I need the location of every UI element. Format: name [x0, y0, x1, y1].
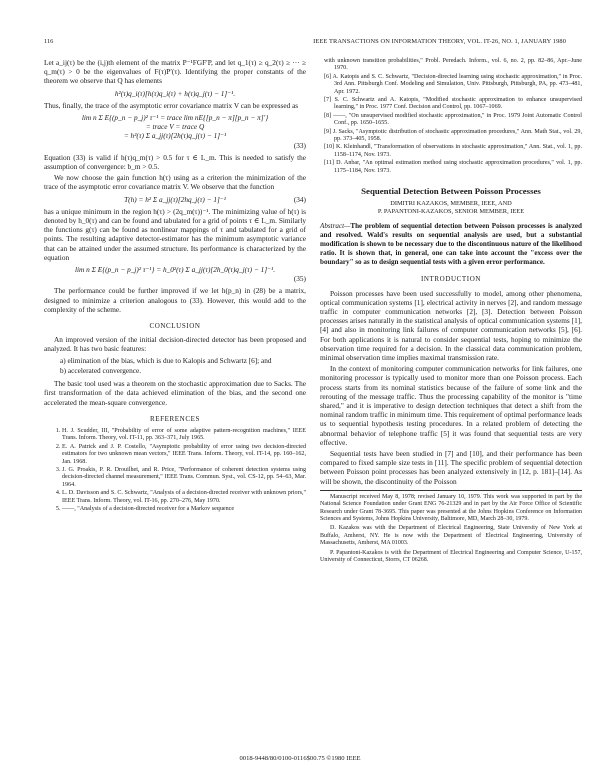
author-line: P. PAPANTONI-KAZAKOS, SENIOR MEMBER, IEEE	[377, 208, 525, 216]
equation-number: (35)	[293, 274, 306, 284]
reference-item: [8] ——, "On unsupervised modified stochastic approximation," in Proc. 1979 Joint Automatic Control Conf., pp. 1650–1655.	[324, 112, 582, 127]
reference-item: [7] S. C. Schwartz and A. Katopis, "Modified stochastic approximation to enhance unsupervised learning," in Proc. 1977 Conf. Decision and Control, pp. 1067–1069.	[324, 97, 582, 111]
reference-item: [11] D. Anbar, "An optimal estimation method using stochastic approximation procedures," vol. 1, pp. 1175–1184, Nov. 1973.	[324, 160, 582, 174]
paragraph: The basic tool used was a theorem on the stochastic approximation due to Sacks. The first transformation of the data achieved elimination of the bias, and the second one accelerated the mean-square convergence.	[44, 379, 306, 407]
running-header	[44, 38, 566, 50]
abstract-label: Abstract—	[320, 222, 351, 231]
journal-header: IEEE TRANSACTIONS ON INFORMATION THEORY, VOL. IT-26, NO. 1, JANUARY 1980	[313, 38, 566, 45]
footnote: P. Papantoni-Kazakos is with the Department of Electrical Engineering and Computer Science, U-157, University of Connecticut, Storrs, CT 06268.	[320, 549, 582, 564]
reference-item: 1. H. J. Scudder, III, "Probability of error of some adaptive pattern-recognition machines," IEEE Trans. Inform. Theory, vol. IT-11, pp. 363–371, July 1965.	[62, 428, 306, 443]
list-item: a) elimination of the bias, which is due to Kalopis and Schwartz [6]; and	[60, 355, 272, 365]
paragraph: Poisson processes have been used successfully to model, among other phenomena, optical communication systems [1], electrical activity in nerves [2], and random message traffic in computer communication networks [2], [3]. Detection between Poisson processes arises naturally in the statistical analysis of optical communication systems [1], [4] and also in monitoring link failures of computer communication networks [5], [6]. For both applications it is natural to consider sequential tests, hoping to minimize the observation time required for a decision. In the classical data communication problem, minimal observation time implies maximal transmission rate.	[320, 288, 582, 362]
equation-body: lim n Σ E{(p_n − p_j)² τ⁻¹} = h_0²(τ) Σ a_jj(τ)[2h_0(τ)q_j(τ) − 1]⁻¹.	[74, 265, 276, 275]
reference-item: [6] A. Katopis and S. C. Schwartz, "Decision-directed learning using stochastic approximation," in Proc. 3rd Ann. Pittsburgh Conf. Modeling and Simulation, Univ. Pittsburgh, Pittsburgh, PA, pp. 473–481, Apr. 1972.	[324, 73, 582, 95]
author-line: DIMITRI KAZAKOS, MEMBER, IEEE, AND	[390, 200, 512, 208]
equation-number: (33)	[293, 140, 306, 150]
footnote-block	[320, 490, 582, 565]
reference-item: with unknown transition probabilities," Probl. Peredach. Inform., vol. 6, no. 2, pp. 82–86, Apr.–June 1970.	[324, 58, 582, 72]
author-block	[320, 200, 582, 216]
section-heading-introduction: INTRODUCTION	[420, 275, 482, 284]
left-column	[44, 58, 306, 514]
equation-34	[44, 195, 306, 204]
list-item: b) accelerated convergence.	[60, 365, 142, 375]
paragraph: We now choose the gain function h(τ) using as a criterion the minimization of the trace of the asymptotic error covariance matrix V. We observe that the function	[44, 173, 306, 192]
footnote: Manuscript received May 8, 1978; revised January 10, 1979. This work was supported in part by the National Science Foundation under Grant ENG 76-21329 and in part by the Air Force Office of Scientific Research under Grant 78-3695. This paper was presented at the Johns Hopkins Conference on Information Sciences and Systems, Johns Hopkins University, Baltimore, MD, March 28–30, 1979.	[320, 493, 582, 522]
paragraph: An improved version of the initial decision-directed detector has been proposed and analyzed. It has two basic features:	[44, 335, 306, 354]
footnote: D. Kazakos was with the Department of Electrical Engineering, State University of New York at Buffalo, Amherst, NY. He is now with the Department of Electrical Engineering, University of Massachusetts, Amherst, MA 01003.	[320, 525, 582, 547]
equation: h²(τ)q_i(τ)[h(τ)q_i(τ) + h(τ)q_j(τ) − 1]⁻¹.	[114, 88, 236, 98]
reference-list	[44, 428, 306, 513]
section-heading-conclusion: CONCLUSION	[149, 322, 201, 331]
right-column	[320, 58, 582, 566]
reference-item: 3. J. G. Proakis, P. R. Drouilhet, and R. Price, "Performance of coherent detection systems using decision-directed channel measurement," IEEE Trans. Commun. Syst., vol. CS-12, pp. 54–63, Mar. 1964.	[62, 467, 306, 489]
paper-title: Sequential Detection Between Poisson Processes	[361, 186, 541, 197]
paragraph: The performance could be further improved if we let h(p_n) in (28) be a matrix, designed to minimize a criterion analogous to (33). However, this would add to the complexity of the scheme.	[44, 286, 306, 314]
reference-item: 5. ——, "Analysis of a decision-directed receiver for a Markov sequence	[62, 506, 306, 513]
equation-line: = trace V = trace Q	[145, 122, 205, 132]
reference-item: [10] K. Kleinhandl, "Transformation of observations in stochastic approximation," Ann. Stat., vol. 1, pp. 1158–1174, Nov. 1973.	[324, 144, 582, 158]
feature-list	[44, 356, 306, 375]
paragraph: Equation (33) is valid if h(τ)q_m(τ) > 0.5 for τ ∈ L_m. This is needed to satisfy the assumption of convergence: b_m > 0.5.	[44, 152, 306, 172]
page-number: 116	[44, 38, 54, 45]
paragraph: In the context of monitoring computer communication networks for link failures, one monitoring processor is typically used to monitor more than one Poisson process. Each process starts from its nominal statistics because of the failure of some link and the rerouting of the message traffic. Thus the processing capability of the monitor is "time shared," and it is imperative to design detection techniques that detect a shift from the nominal random traffic in minimum time. This requirement of optimal performance leads us to sequential hypothesis testing procedures. In a related problem of detecting the abnormal behavior of telephone traffic [5] it was found that sequential tests are very effective.	[320, 364, 582, 447]
equation-number: (34)	[293, 194, 306, 204]
copyright-footer: 0018-9448/80/0100-0116$00.75 ©1980 IEEE	[239, 755, 361, 762]
equation-35	[44, 265, 306, 283]
reference-list-continued	[320, 58, 582, 175]
equation-body: T(h) = h² Σ a_jj(τ)[2hq_j(τ) − 1]⁻¹	[124, 194, 226, 204]
paragraph: Thus, finally, the trace of the asymptotic error covariance matrix V can be expressed as	[44, 100, 299, 110]
abstract-text: The problem of sequential detection between Poisson processes is analyzed and resolved. Wald's results on sequential analysis are used, but a substantial modification is shown to be necessary due to the discontinuous nature of the likelihood ratio. It is shown that, in general, one can take into account the "excess over the boundary" so as to design sequential tests with a given error performance.	[320, 222, 582, 267]
reference-item: 4. L. D. Davisson and S. C. Schwartz, "Analysis of a decision-directed receiver with unknown priors," IEEE Trans. Inform. Theory, vol. IT-16, pp. 270–276, May 1970.	[62, 490, 306, 505]
abstract	[320, 222, 582, 267]
section-heading-references: REFERENCES	[150, 414, 200, 423]
paragraph: has a unique minimum in the region h(τ) > (2q_m(τ))⁻¹. The minimizing value of h(τ) is denoted by h_0(τ) and can be found and tabulated for a grid of points τ ∈ L_m. Similarly the functions g(τ) can be found as nonlinear mappings of τ and tabulated for a grid of points. The resulting adaptive detector-estimator has the minimum asymptotic variance that can be attained under the assumed structure. Its performance is characterized by the equation	[44, 206, 306, 262]
equation-33	[44, 113, 306, 150]
paragraph: Sequential tests have been studied in [7] and [10], and their performance has been compared to fixed sample size tests in [11]. The specific problem of sequential detection between Poisson point processes has been analyzed extensively in [12, p. 181]–[14]. As will be shown, the discontinuity of the Poisson	[320, 448, 582, 486]
reference-item: [9] J. Sacks, "Asymptotic distribution of stochastic approximation procedures," Ann. Math Stat., vol. 29, pp. 373–405, 1958.	[324, 128, 582, 143]
equation-line: lim n Σ E{(p_n − p_j)² τ⁻¹ = trace lim nE{[p_n − π][p_n − π]′}	[81, 113, 269, 123]
paragraph: Let a_ij(τ) be the (i,j)th element of the matrix P⁻¹FGF′P, and let q_1(τ) ≥ q_2(τ) ≥ ··· ≥ q_m(τ) > 0 be the eigenvalues of F(τ)P′(τ). Identifying the proper constants of the theorem we observe that Q has elements	[44, 58, 306, 86]
equation-line: = h²(τ) Σ a_jj(τ)[2h(τ)q_j(τ) − 1]⁻¹	[123, 131, 227, 141]
reference-item: 2. E. A. Patrick and J. P. Costello, "Asymptotic probability of error using two decision-directed estimators for two unknown mean vectors," IEEE Trans. Inform. Theory, vol. IT-14, pp. 160–162, Jan. 1968.	[62, 444, 306, 466]
